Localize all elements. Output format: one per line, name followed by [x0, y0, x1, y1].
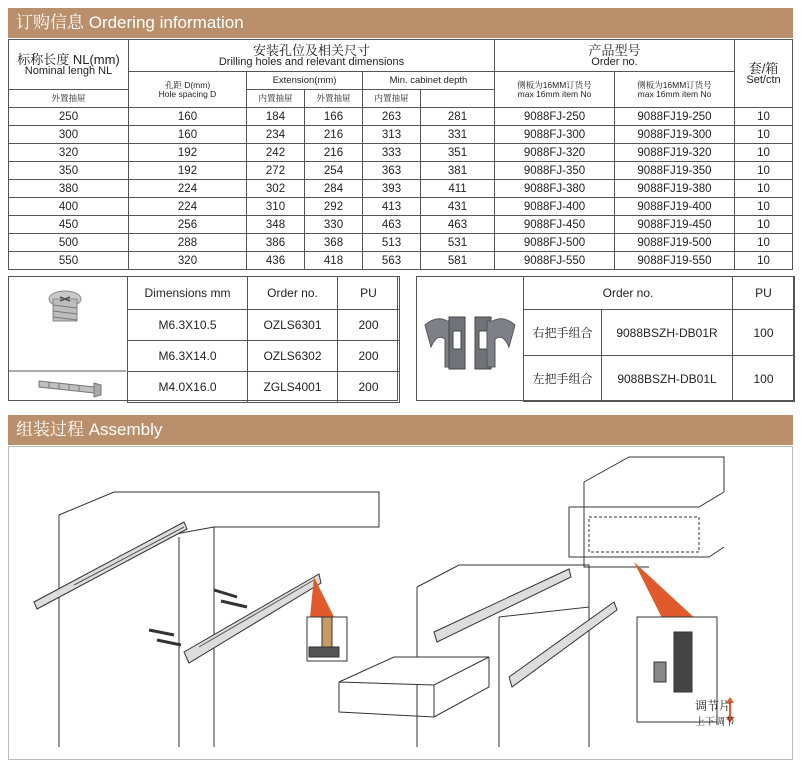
header-ext-outer: 外置抽屉 [9, 90, 129, 108]
table-cell: 224 [129, 198, 247, 216]
screw-cell: M6.3X14.0 [128, 341, 248, 372]
screw-cell: ZGLS4001 [248, 372, 338, 403]
table-cell: 9088FJ-400 [495, 198, 615, 216]
handle-row [524, 310, 795, 356]
table-cell: 10 [735, 126, 793, 144]
handle-header-pu: PU [733, 277, 795, 310]
screw-table [127, 276, 400, 403]
table-cell: 9088FJ19-350 [615, 162, 735, 180]
table-cell: 9088FJ-500 [495, 234, 615, 252]
table-row [9, 126, 793, 144]
table-cell: 292 [305, 198, 363, 216]
table-cell: 10 [735, 252, 793, 270]
cabinet-step3 [569, 457, 724, 567]
screw-header-order: Order no. [248, 277, 338, 310]
table-cell: 263 [363, 108, 421, 126]
table-cell: 513 [363, 234, 421, 252]
table-cell: 9088FJ-550 [495, 252, 615, 270]
table-cell: 10 [735, 108, 793, 126]
table-cell: 411 [421, 180, 495, 198]
header-product [495, 40, 735, 72]
adjuster-sublabel: 上下调节 [695, 717, 735, 728]
slide-rail-right [184, 574, 321, 663]
screw-row [128, 310, 400, 341]
detail-callout-step1 [307, 577, 347, 661]
handle-table [523, 276, 795, 402]
cabinet-step2 [417, 565, 589, 747]
table-cell: 184 [247, 108, 305, 126]
table-cell: 192 [129, 144, 247, 162]
header-nl-cn: 标称长度 NL(mm) [17, 52, 120, 67]
table-cell: 418 [305, 252, 363, 270]
drawer-handle-right-icon [475, 317, 515, 369]
assembly-diagram [8, 446, 793, 760]
table-row [9, 180, 793, 198]
confirmat-screw-icon [49, 291, 81, 321]
screw-cell: 200 [338, 310, 400, 341]
table-cell: 393 [363, 180, 421, 198]
table-cell: 436 [247, 252, 305, 270]
header-side16-cn: 侧板为16MM订货号 [517, 79, 592, 90]
table-cell: 166 [305, 108, 363, 126]
table-row [9, 234, 793, 252]
header-side19-cn: 侧板为16MM订货号 [637, 79, 712, 90]
wood-screw-icon [39, 381, 101, 397]
table-row [9, 198, 793, 216]
table-cell: 10 [735, 162, 793, 180]
header-drilling-cn: 安装孔位及相关尺寸 [252, 43, 370, 58]
table-cell: 256 [129, 216, 247, 234]
table-row [9, 144, 793, 162]
handle-image [417, 277, 523, 402]
ordering-table [8, 39, 793, 270]
table-cell: 9088FJ19-500 [615, 234, 735, 252]
screw-panel [8, 276, 398, 401]
screw-cell: 200 [338, 372, 400, 403]
table-cell: 313 [363, 126, 421, 144]
table-cell: 9088FJ-320 [495, 144, 615, 162]
slide-rail-left [34, 522, 187, 609]
table-cell: 331 [421, 126, 495, 144]
table-cell: 386 [247, 234, 305, 252]
table-cell: 254 [305, 162, 363, 180]
header-product-cn: 产品型号 [588, 43, 641, 58]
table-cell: 288 [129, 234, 247, 252]
table-cell: 216 [305, 126, 363, 144]
table-cell: 284 [305, 180, 363, 198]
table-cell: 500 [9, 234, 129, 252]
table-cell: 9088FJ-450 [495, 216, 615, 234]
screw-cell: OZLS6302 [248, 341, 338, 372]
table-cell: 581 [421, 252, 495, 270]
table-cell: 160 [129, 108, 247, 126]
table-cell: 160 [129, 126, 247, 144]
table-cell: 450 [9, 216, 129, 234]
table-cell: 192 [129, 162, 247, 180]
table-cell: 9088FJ19-400 [615, 198, 735, 216]
screw-cell: M4.0X16.0 [128, 372, 248, 403]
table-cell: 400 [9, 198, 129, 216]
table-cell: 463 [421, 216, 495, 234]
header-side19-en: max 16mm item No [637, 88, 712, 99]
table-cell: 300 [9, 126, 129, 144]
table-cell: 10 [735, 180, 793, 198]
table-cell: 224 [129, 180, 247, 198]
drawer-handle-left-icon [425, 317, 465, 369]
table-row [9, 216, 793, 234]
table-cell: 350 [9, 162, 129, 180]
table-cell: 10 [735, 198, 793, 216]
table-cell: 216 [305, 144, 363, 162]
header-depth-inner: 内置抽屉 [363, 90, 421, 108]
handle-cell: 左把手组合 [524, 356, 602, 402]
table-cell: 9088FJ19-550 [615, 252, 735, 270]
screw-row [128, 341, 400, 372]
screw-header-pu: PU [338, 277, 400, 310]
handle-row [524, 356, 795, 402]
table-row [9, 252, 793, 270]
header-hole-en: Hole spacing D [158, 88, 217, 99]
screw-row [128, 372, 400, 403]
table-cell: 10 [735, 234, 793, 252]
header-set-cn: 套/箱 [748, 61, 779, 76]
table-cell: 431 [421, 198, 495, 216]
header-drilling [129, 40, 495, 72]
header-drilling-en: Drilling holes and relevant dimensions [218, 56, 405, 68]
table-cell: 381 [421, 162, 495, 180]
table-cell: 281 [421, 108, 495, 126]
table-row [9, 108, 793, 126]
screw-cell: OZLS6301 [248, 310, 338, 341]
handle-cell: 100 [733, 356, 795, 402]
screw-header-dim: Dimensions mm [128, 277, 248, 310]
table-cell: 10 [735, 216, 793, 234]
drawer-box [339, 657, 489, 717]
table-cell: 413 [363, 198, 421, 216]
header-hole-spacing [129, 72, 247, 108]
handle-header-order: Order no. [524, 277, 733, 310]
screw-cell: 200 [338, 341, 400, 372]
table-cell: 320 [9, 144, 129, 162]
table-cell: 9088FJ19-450 [615, 216, 735, 234]
handle-cell: 9088BSZH-DB01L [602, 356, 733, 402]
table-cell: 302 [247, 180, 305, 198]
header-depth-outer: 外置抽屉 [305, 90, 363, 108]
header-ext-inner: 内置抽屉 [247, 90, 305, 108]
assembly-illustration [9, 447, 794, 761]
table-cell: 368 [305, 234, 363, 252]
header-side16-en: max 16mm item No [517, 88, 592, 99]
table-cell: 9088FJ-380 [495, 180, 615, 198]
table-cell: 348 [247, 216, 305, 234]
table-cell: 351 [421, 144, 495, 162]
table-cell: 234 [247, 126, 305, 144]
table-cell: 330 [305, 216, 363, 234]
header-extension: Extension(mm) [247, 72, 363, 90]
header-side19 [615, 72, 735, 108]
assembly-header: 组装过程 Assembly [8, 415, 793, 445]
table-cell: 333 [363, 144, 421, 162]
table-cell: 9088FJ19-320 [615, 144, 735, 162]
table-cell: 242 [247, 144, 305, 162]
header-set-en: Set/ctn [746, 74, 781, 86]
table-cell: 550 [9, 252, 129, 270]
ordering-header: 订购信息 Ordering information [8, 8, 793, 38]
table-cell: 363 [363, 162, 421, 180]
screw-images [9, 277, 126, 402]
table-cell: 9088FJ-300 [495, 126, 615, 144]
header-set [735, 40, 793, 108]
table-cell: 9088FJ-250 [495, 108, 615, 126]
header-nl-en: Nominal lengh NL [24, 65, 113, 77]
adjuster-label: 调节片 [695, 699, 732, 713]
handle-panel [416, 276, 794, 401]
table-cell: 463 [363, 216, 421, 234]
table-cell: 310 [247, 198, 305, 216]
table-cell: 320 [129, 252, 247, 270]
table-row [9, 162, 793, 180]
handle-cell: 100 [733, 310, 795, 356]
table-cell: 563 [363, 252, 421, 270]
table-cell: 9088FJ-350 [495, 162, 615, 180]
screw-cell: M6.3X10.5 [128, 310, 248, 341]
header-nominal-length [9, 40, 129, 90]
handle-cell: 右把手组合 [524, 310, 602, 356]
handle-cell: 9088BSZH-DB01R [602, 310, 733, 356]
table-cell: 10 [735, 144, 793, 162]
table-cell: 9088FJ19-300 [615, 126, 735, 144]
table-cell: 9088FJ19-250 [615, 108, 735, 126]
table-cell: 380 [9, 180, 129, 198]
table-cell: 9088FJ19-380 [615, 180, 735, 198]
table-cell: 272 [247, 162, 305, 180]
header-side16 [495, 72, 615, 108]
header-hole-cn: 孔距 D(mm) [164, 79, 211, 90]
table-cell: 250 [9, 108, 129, 126]
header-product-en: Order no. [591, 56, 638, 68]
table-cell: 531 [421, 234, 495, 252]
header-min-depth: Min. cabinet depth [363, 72, 495, 90]
